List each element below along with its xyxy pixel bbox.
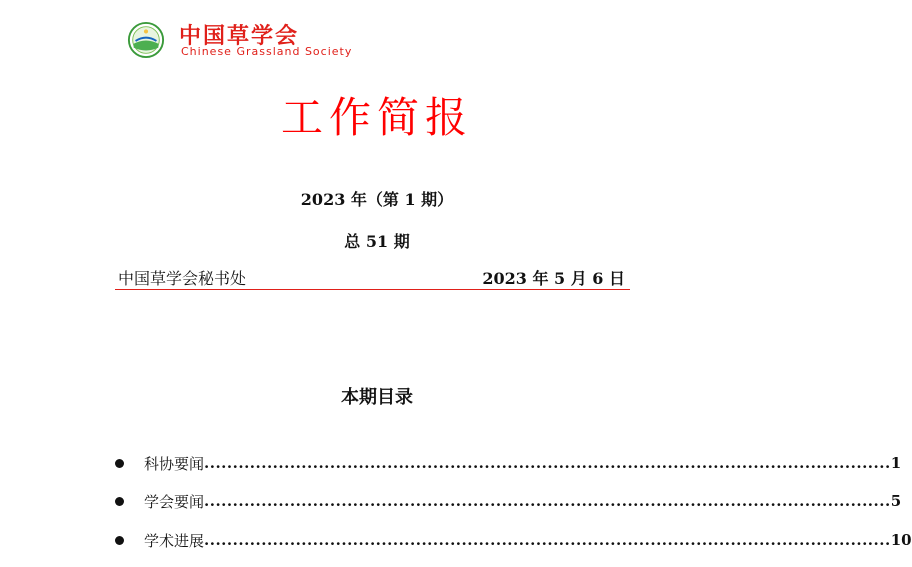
toc-heading: 本期目录 [341, 387, 413, 408]
bullet-icon [115, 536, 124, 545]
toc-leader: ........................................................................................................................ [204, 454, 891, 472]
society-emblem-icon [127, 21, 165, 59]
society-logo [127, 19, 353, 63]
toc-item-page: 5 [890, 492, 902, 510]
toc-item-page: 10 [890, 531, 912, 549]
logo-chinese-name: 中国草学会 [179, 24, 300, 49]
bullet-icon [115, 497, 124, 506]
issuer: 中国草学会秘书处 [118, 269, 247, 288]
report-title: 工作简报 [280, 93, 473, 142]
toc-item-label: 科协要闻 [144, 454, 205, 473]
issue-year-line: 2023 年（第 1 期） [300, 190, 454, 209]
toc-item[interactable] [115, 529, 912, 551]
toc-leader: ........................................................................................................................ [204, 531, 891, 549]
toc-item-label: 学术进展 [144, 531, 205, 550]
toc-item-page: 1 [890, 454, 902, 472]
toc-item-label: 学会要闻 [144, 492, 205, 511]
toc-item[interactable] [115, 490, 902, 512]
toc-leader: ........................................................................................................................ [204, 492, 891, 510]
logo-english-name: Chinese Grassland Society [181, 45, 353, 58]
toc-item[interactable] [115, 452, 902, 474]
issue-total-line: 总 51 期 [344, 232, 410, 251]
publication-date: 2023 年 5 月 6 日 [482, 269, 625, 288]
header-divider [115, 289, 630, 290]
bullet-icon [115, 459, 124, 468]
